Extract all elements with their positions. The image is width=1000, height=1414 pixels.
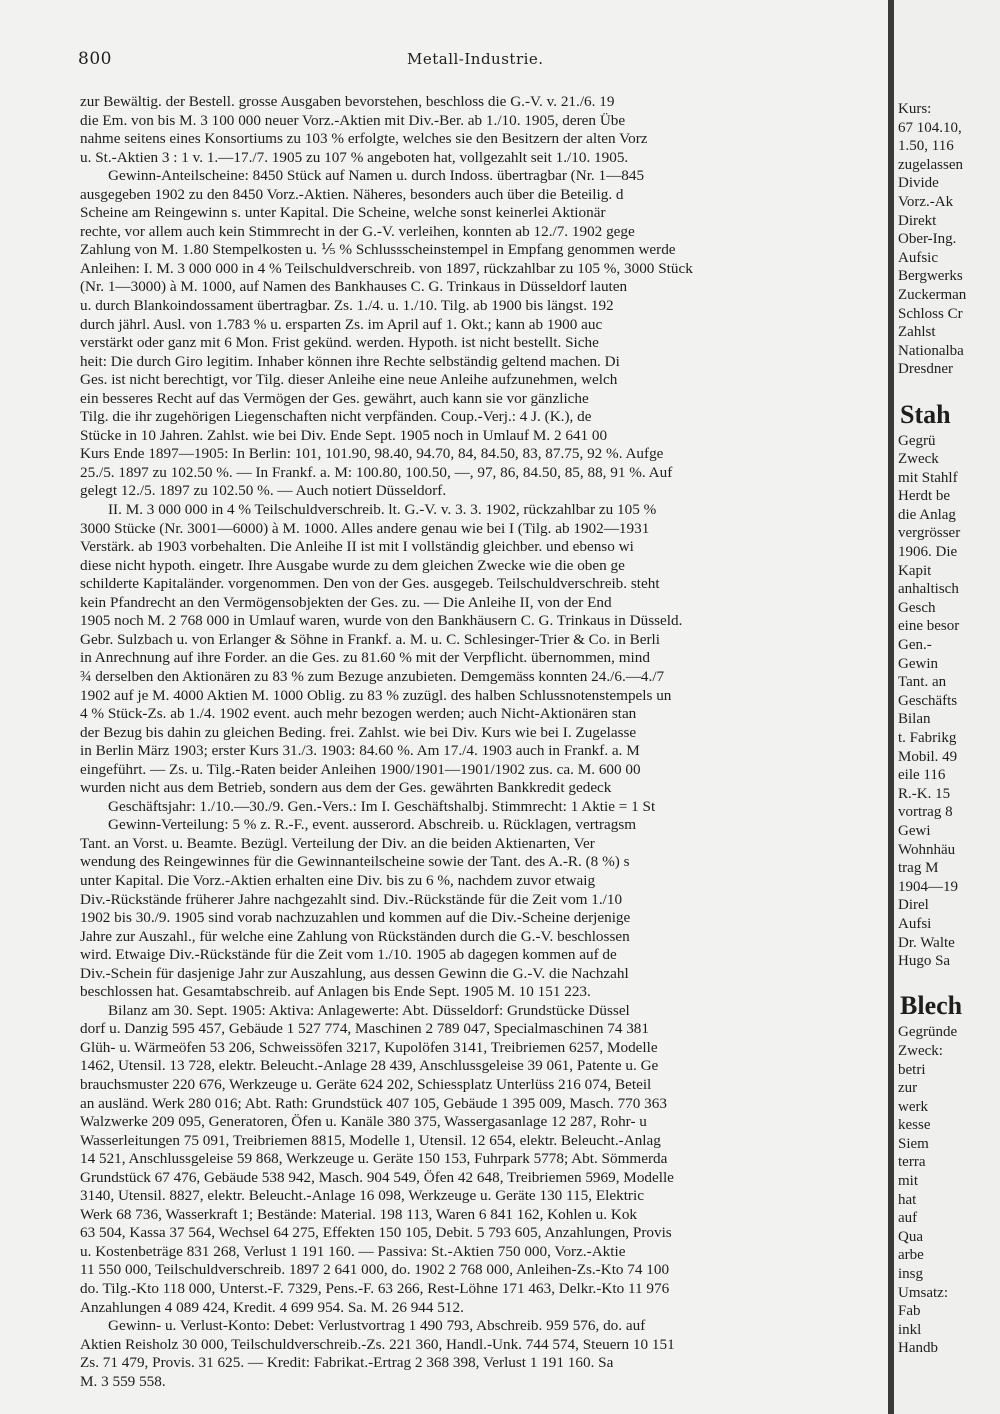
side-line: Geschäfts [898, 692, 958, 709]
text-line: der Bezug bis dahin zu gleichen Beding. frei. Zahlst. wie bei Div. Kurs wie bei I. Zugelasse [80, 723, 637, 741]
text-line: Tilg. die ihr zugehörigen Liegenschaften nicht verpfänden. Coup.-Verj.: 4 J. (K.), de [80, 408, 592, 426]
text-line: Gewinn- u. Verlust-Konto: Debet: Verlustvortrag 1 490 793, Abschreib. 959 576, do. auf [108, 1317, 646, 1335]
side-line: Tant. an [898, 674, 947, 691]
text-line: u. St.-Aktien 3 : 1 v. 1.—17./7. 1905 zu 107 % angeboten hat, vollgezahlt seit 1./10. 1905. [80, 148, 629, 166]
text-line: Werk 68 736, Wasserkraft 1; Bestände: Material. 198 113, Waren 6 841 162, Kohlen u. Kok [80, 1205, 638, 1223]
body-text [80, 93, 872, 1391]
text-line: wird. Etwaige Div.-Rückstände für die Zeit vom 1./10. 1905 ab dagegen kommen auf de [80, 946, 617, 964]
running-head: Metall-Industrie. [407, 50, 544, 68]
side-line: eine besor [898, 618, 960, 635]
side-text [894, 100, 1000, 1358]
side-line: Divide [898, 175, 939, 192]
side-line: auf [898, 1210, 918, 1227]
text-line: Kurs Ende 1897—1905: In Berlin: 101, 101.90, 98.40, 94.70, 84, 84.50, 83, 87.75, 92 %. Aufge [80, 445, 664, 463]
side-line: zugelassen [898, 156, 963, 173]
side-line: Aufsi [898, 915, 932, 932]
text-line: 1902 bis 30./9. 1905 sind vorab nachzuzahlen und kommen auf die Div.-Scheine derjenige [80, 909, 631, 927]
text-line: brauchsmuster 220 676, Werkzeuge u. Geräte 624 202, Schiessplatz Unterlüss 216 074, Beteil [80, 1075, 652, 1093]
side-line: Siem [898, 1135, 929, 1152]
page-number: 800 [78, 49, 112, 69]
text-line: 1902 auf je M. 4000 Aktien M. 1000 Oblig. zu 83 % zuzügl. des halben Schlussnotenstempels un [80, 686, 672, 704]
side-line: 1906. Die [898, 544, 958, 561]
side-line: Zahlst [898, 324, 936, 341]
side-line: Handb [898, 1340, 938, 1357]
text-line: 63 504, Kassa 37 564, Wechsel 64 275, Effekten 150 105, Debit. 5 793 605, Anzahlungen, Provis [80, 1224, 672, 1242]
side-heading: Blech [900, 991, 963, 1021]
side-line: Gewi [898, 822, 931, 839]
side-line [894, 379, 1000, 398]
text-line: unter Kapital. Die Vorz.-Aktien erhalten eine Div. bis zu 6 %, nachdem zuvor etwaig [80, 871, 596, 889]
text-line: die Em. von bis M. 3 100 000 neuer Vorz.-Aktien mit Div.-Ber. ab 1./10. 1905, deren Übe [80, 111, 626, 129]
side-line: Gesch [898, 599, 936, 616]
text-line: Glüh- u. Wärmeöfen 53 206, Schweissöfen 3217, Kupolöfen 3141, Treibriemen 6257, Modelle [80, 1038, 658, 1056]
side-line: eile 116 [898, 767, 946, 784]
side-line: Schloss Cr [898, 305, 963, 322]
text-line: Div.-Schein für dasjenige Jahr zur Auszahlung, aus dessen Gewinn die G.-V. die Nachzahl [80, 964, 629, 982]
text-line: Anzahlungen 4 089 424, Kredit. 4 699 954. Sa. M. 26 944 512. [80, 1298, 464, 1316]
text-line: wurden nicht aus dem Betrieb, sondern aus dem der Ges. gewährten Bankkredit gedeck [80, 779, 612, 797]
text-line: Verstärk. ab 1903 vorbehalten. Die Anleihe II ist mit I vollständig gleichber. und ebenso wi [80, 538, 634, 556]
side-line: 67 104.10, [898, 119, 962, 136]
side-line: inkl [898, 1321, 922, 1338]
side-line: 1904—19 [898, 878, 958, 895]
side-line: vortrag 8 [898, 804, 953, 821]
text-line: 25./5. 1897 zu 102.50 %. — In Frankf. a. M: 100.80, 100.50, —, 97, 86, 84.50, 85, 88, 91 %. Auf [80, 463, 673, 481]
side-heading: Stah [900, 399, 951, 429]
text-line: Aktien Reisholz 30 000, Teilschuldverschreib.-Zs. 221 360, Handl.-Unk. 744 574, Steuern 10 151 [80, 1335, 675, 1353]
text-line: Bilanz am 30. Sept. 1905: Aktiva: Anlagewerte: Abt. Düsseldorf: Grundstücke Düssel [108, 1001, 630, 1019]
side-line: Dr. Walte [898, 934, 955, 951]
side-line: Wohnhäu [898, 841, 956, 858]
side-line: trag M [898, 860, 939, 877]
side-line: Hugo Sa [898, 953, 951, 970]
side-line: Gegründe [898, 1024, 958, 1041]
text-line: Jahre zur Auszahl., für welche eine Zahlung von Rückständen durch die G.-V. beschlossen [80, 927, 630, 945]
side-line: Herdt be [898, 488, 951, 505]
text-line: u. durch Blankoindossament übertragbar. Zs. 1./4. u. 1./10. Tilg. ab 1900 bis längst. 192 [80, 297, 614, 315]
side-line: kesse [898, 1117, 931, 1134]
text-line: kein Pfandrecht an den Vermögensobjekten der Ges. zu. — Die Anleihe II, von der End [80, 593, 612, 611]
side-line: werk [898, 1098, 928, 1115]
text-line: rechte, vor allem auch kein Stimmrecht in der G.-V. verleihen, konnten ab 12./7. 1902 gege [80, 222, 635, 240]
side-line: arbe [898, 1247, 924, 1264]
text-line: Tant. an Vorst. u. Beamte. Bezügl. Verteilung der Div. an die beiden Aktienarten, Ver [80, 834, 595, 852]
text-line: wendung des Reingewinnes für die Gewinnanteilscheine sowie der Tant. des A.-R. (8 %) s [80, 853, 630, 871]
side-line: Qua [898, 1228, 923, 1245]
text-line: M. 3 559 558. [80, 1372, 166, 1390]
side-line: betri [898, 1061, 926, 1078]
side-line: mit Stahlf [898, 469, 958, 486]
side-line: insg [898, 1266, 924, 1283]
text-line: Div.-Rückstände früherer Jahre nachgezahlt sind. Div.-Rückstände für die Zeit vom 1./10 [80, 890, 623, 908]
text-line: II. M. 3 000 000 in 4 % Teilschuldverschreib. lt. G.-V. v. 3. 3. 1902, rückzahlbar zu 105 % [108, 501, 657, 519]
side-line: Dresdner [898, 361, 953, 378]
right-page-edge [894, 0, 1000, 1414]
side-line: Fab [898, 1303, 921, 1320]
text-line: Gewinn-Anteilscheine: 8450 Stück auf Namen u. durch Indoss. übertragbar (Nr. 1—845 [108, 167, 645, 185]
text-line: in Anrechnung auf ihre Forder. an die Ges. zu 81.60 % mit der Verpflicht. übernommen, mind [80, 649, 650, 667]
text-line: ausgegeben 1902 zu den 8450 Vorz.-Aktien. Näheres, besonders auch über die Beteilig. d [80, 185, 624, 203]
side-line [894, 971, 1000, 990]
side-line: t. Fabrikg [898, 730, 957, 746]
side-line: Aufsic [898, 249, 938, 266]
text-line: beschlossen hat. Gesamtabschreib. auf Anlagen bis Ende Sept. 1905 M. 10 151 223. [80, 983, 591, 1001]
text-line: Stücke in 10 Jahren. Zahlst. wie bei Div. Ende Sept. 1905 noch in Umlauf M. 2 641 00 [80, 426, 608, 444]
side-line: mit [898, 1173, 919, 1190]
text-line: Zs. 71 479, Provis. 31 625. — Kredit: Fabrikat.-Ertrag 2 368 398, Verlust 1 191 160. Sa [80, 1354, 614, 1372]
side-line: hat [898, 1191, 917, 1208]
text-line: Wasserleitungen 75 091, Treibriemen 8815, Modelle 1, Utensil. 12 654, elektr. Beleucht.-Anlag [80, 1131, 661, 1149]
text-line: Grundstück 67 476, Gebäude 538 942, Masch. 904 549, Öfen 42 648, Treibriemen 5969, Modelle [80, 1168, 674, 1186]
side-line: Bilan [898, 711, 931, 728]
text-line: do. Tilg.-Kto 118 000, Unterst.-F. 7329, Pens.-F. 63 266, Rest-Löhne 171 463, Delkr.-Kto 11 976 [80, 1280, 670, 1297]
side-line: zur [898, 1080, 918, 1097]
text-line: 14 521, Anschlussgeleise 59 868, Werkzeuge u. Geräte 150 153, Fuhrpark 5778; Abt. Sömmerda [80, 1150, 668, 1168]
side-line: Vorz.-Ak [898, 193, 954, 210]
side-line: Nationalba [898, 342, 964, 359]
side-line: Mobil. 49 [898, 748, 958, 765]
side-line: Direkt [898, 212, 937, 229]
side-line: Gegrü [898, 432, 936, 449]
text-line: 4 % Stück-Zs. ab 1./4. 1902 event. auch mehr bezogen werden; auch Nicht-Aktionären stan [80, 705, 637, 723]
side-line: 1.50, 116 [898, 138, 954, 155]
side-line: Kapit [898, 562, 932, 579]
side-line: anhaltisch [898, 581, 959, 598]
text-line: durch jährl. Ausl. von 1.783 % u. ersparten Zs. im April auf 1. Okt.; kann ab 1900 auc [80, 315, 603, 333]
text-line: Zahlung von M. 1.80 Stempelkosten u. ⅕ % Schlussscheinstempel in Empfang genommen werde [80, 241, 676, 259]
text-line: 1462, Utensil. 13 728, elektr. Beleucht.-Anlage 28 439, Anschlussgeleise 39 061, Patente u. Ge [80, 1057, 659, 1075]
side-line: Umsatz: [898, 1284, 948, 1301]
text-line: an ausländ. Werk 280 016; Abt. Rath: Grundstück 407 105, Gebäude 1 395 009, Masch. 770 363 [80, 1094, 667, 1112]
text-line: 3000 Stücke (Nr. 3001—6000) à M. 1000. Alles andere genau wie bei I (Tilg. ab 1902—1931 [80, 519, 650, 537]
text-line: Walzwerke 209 095, Generatoren, Öfen u. Kanäle 380 375, Wassergasanlage 12 287, Rohr- u [80, 1113, 647, 1131]
side-line: Kurs: [898, 101, 932, 117]
text-line: u. Kostenbeträge 831 268, Verlust 1 191 160. — Passiva: St.-Aktien 750 000, Vorz.-Aktie [80, 1242, 626, 1260]
text-line: Scheine am Reingewinn s. unter Kapital. Die Scheine, welche sonst keinerlei Aktionär [80, 204, 606, 222]
side-line: Zweck [898, 451, 939, 468]
side-line: Ober-Ing. [898, 231, 957, 248]
side-line: Bergwerks [898, 268, 963, 285]
text-line: diese nicht hypoth. eingetr. Ihre Ausgabe wurde zu dem gleichen Zwecke wie die oben ge [80, 556, 625, 574]
text-line: verstärkt oder ganz mit 6 Mon. Frist gekünd. werden. Hypoth. ist nicht bestellt. Siche [80, 334, 599, 352]
text-line: schilderte Kapitaländer. vorgenommen. Den von der Ges. ausgegeb. Teilschuldverschreib. steht [80, 575, 660, 593]
text-line: 1905 noch M. 2 768 000 in Umlauf waren, wurde von den Bankhäusern C. G. Trinkaus in Düsseld. [80, 612, 683, 630]
text-line: heit: Die durch Giro legitim. Inhaber können ihre Rechte selbständig geltend machen. Di [80, 352, 620, 370]
side-line: die Anlag [898, 506, 956, 523]
side-line: Gewin [898, 655, 938, 672]
text-line: ein besseres Recht auf das Vermögen der Ges. gewährt, auch kann sie vor gänzliche [80, 389, 589, 407]
text-line: Ges. ist nicht berechtigt, vor Tilg. dieser Anleihe eine neue Anleihe aufzunehmen, welch [80, 371, 618, 389]
text-line: gelegt 12./5. 1897 zu 102.50 %. — Auch notiert Düsseldorf. [80, 482, 447, 500]
text-line: ¾ derselben den Aktionären zu 83 % zum Bezuge anzubieten. Demgemäss konnten 24./6.—4./7 [80, 667, 665, 685]
text-line: dorf u. Danzig 595 457, Gebäude 1 527 774, Maschinen 2 789 047, Specialmaschinen 74 381 [80, 1020, 649, 1038]
text-line: nahme seitens eines Konsortiums zu 103 % erfolgte, welches sie den Besitzern der alten Vorz [80, 130, 648, 148]
text-line: Anleihen: I. M. 3 000 000 in 4 % Teilschuldverschreib. von 1897, rückzahlbar zu 105 %, 3000 Stück [80, 259, 693, 277]
text-line: Gewinn-Verteilung: 5 % z. R.-F., event. ausserord. Abschreib. u. Rücklagen, vertragsm [108, 816, 637, 834]
text-line: Geschäftsjahr: 1./10.—30./9. Gen.-Vers.: Im I. Geschäftshalbj. Stimmrecht: 1 Aktie = 1 St [108, 797, 656, 815]
text-line: eingeführt. — Zs. u. Tilg.-Raten beider Anleihen 1900/1901—1901/1902 zus. ca. M. 600 00 [80, 760, 641, 778]
side-line: R.-K. 15 [898, 785, 951, 802]
text-line: 11 550 000, Teilschuldverschreib. 1897 2 641 000, do. 1902 2 768 000, Anleihen-Zs.-Kto 74 100 [80, 1261, 670, 1279]
side-line: Direl [898, 897, 929, 914]
side-line: Gen.- [898, 637, 932, 654]
side-line: terra [898, 1154, 926, 1171]
text-line: zur Bewältig. der Bestell. grosse Ausgaben bevorstehen, beschloss die G.-V. v. 21./6. 19 [80, 93, 615, 110]
text-line: in Berlin März 1903; erster Kurs 31./3. 1903: 84.60 %. Am 17./4. 1903 auch in Frankf. a. M [80, 742, 640, 760]
text-line: Gebr. Sulzbach u. von Erlanger & Söhne in Frankf. a. M. u. C. Schlesinger-Trier & Co. in Berli [80, 630, 660, 648]
side-line: Zweck: [898, 1042, 943, 1059]
side-line: vergrösser [898, 525, 961, 542]
side-line: Zuckerman [898, 286, 967, 303]
text-line: 3140, Utensil. 8827, elektr. Beleucht.-Anlage 16 098, Werkzeuge u. Geräte 130 115, Elektric [80, 1187, 644, 1205]
text-line: (Nr. 1—3000) à M. 1000, auf Namen des Bankhauses C. G. Trinkaus in Düsseldorf lauten [80, 278, 628, 296]
